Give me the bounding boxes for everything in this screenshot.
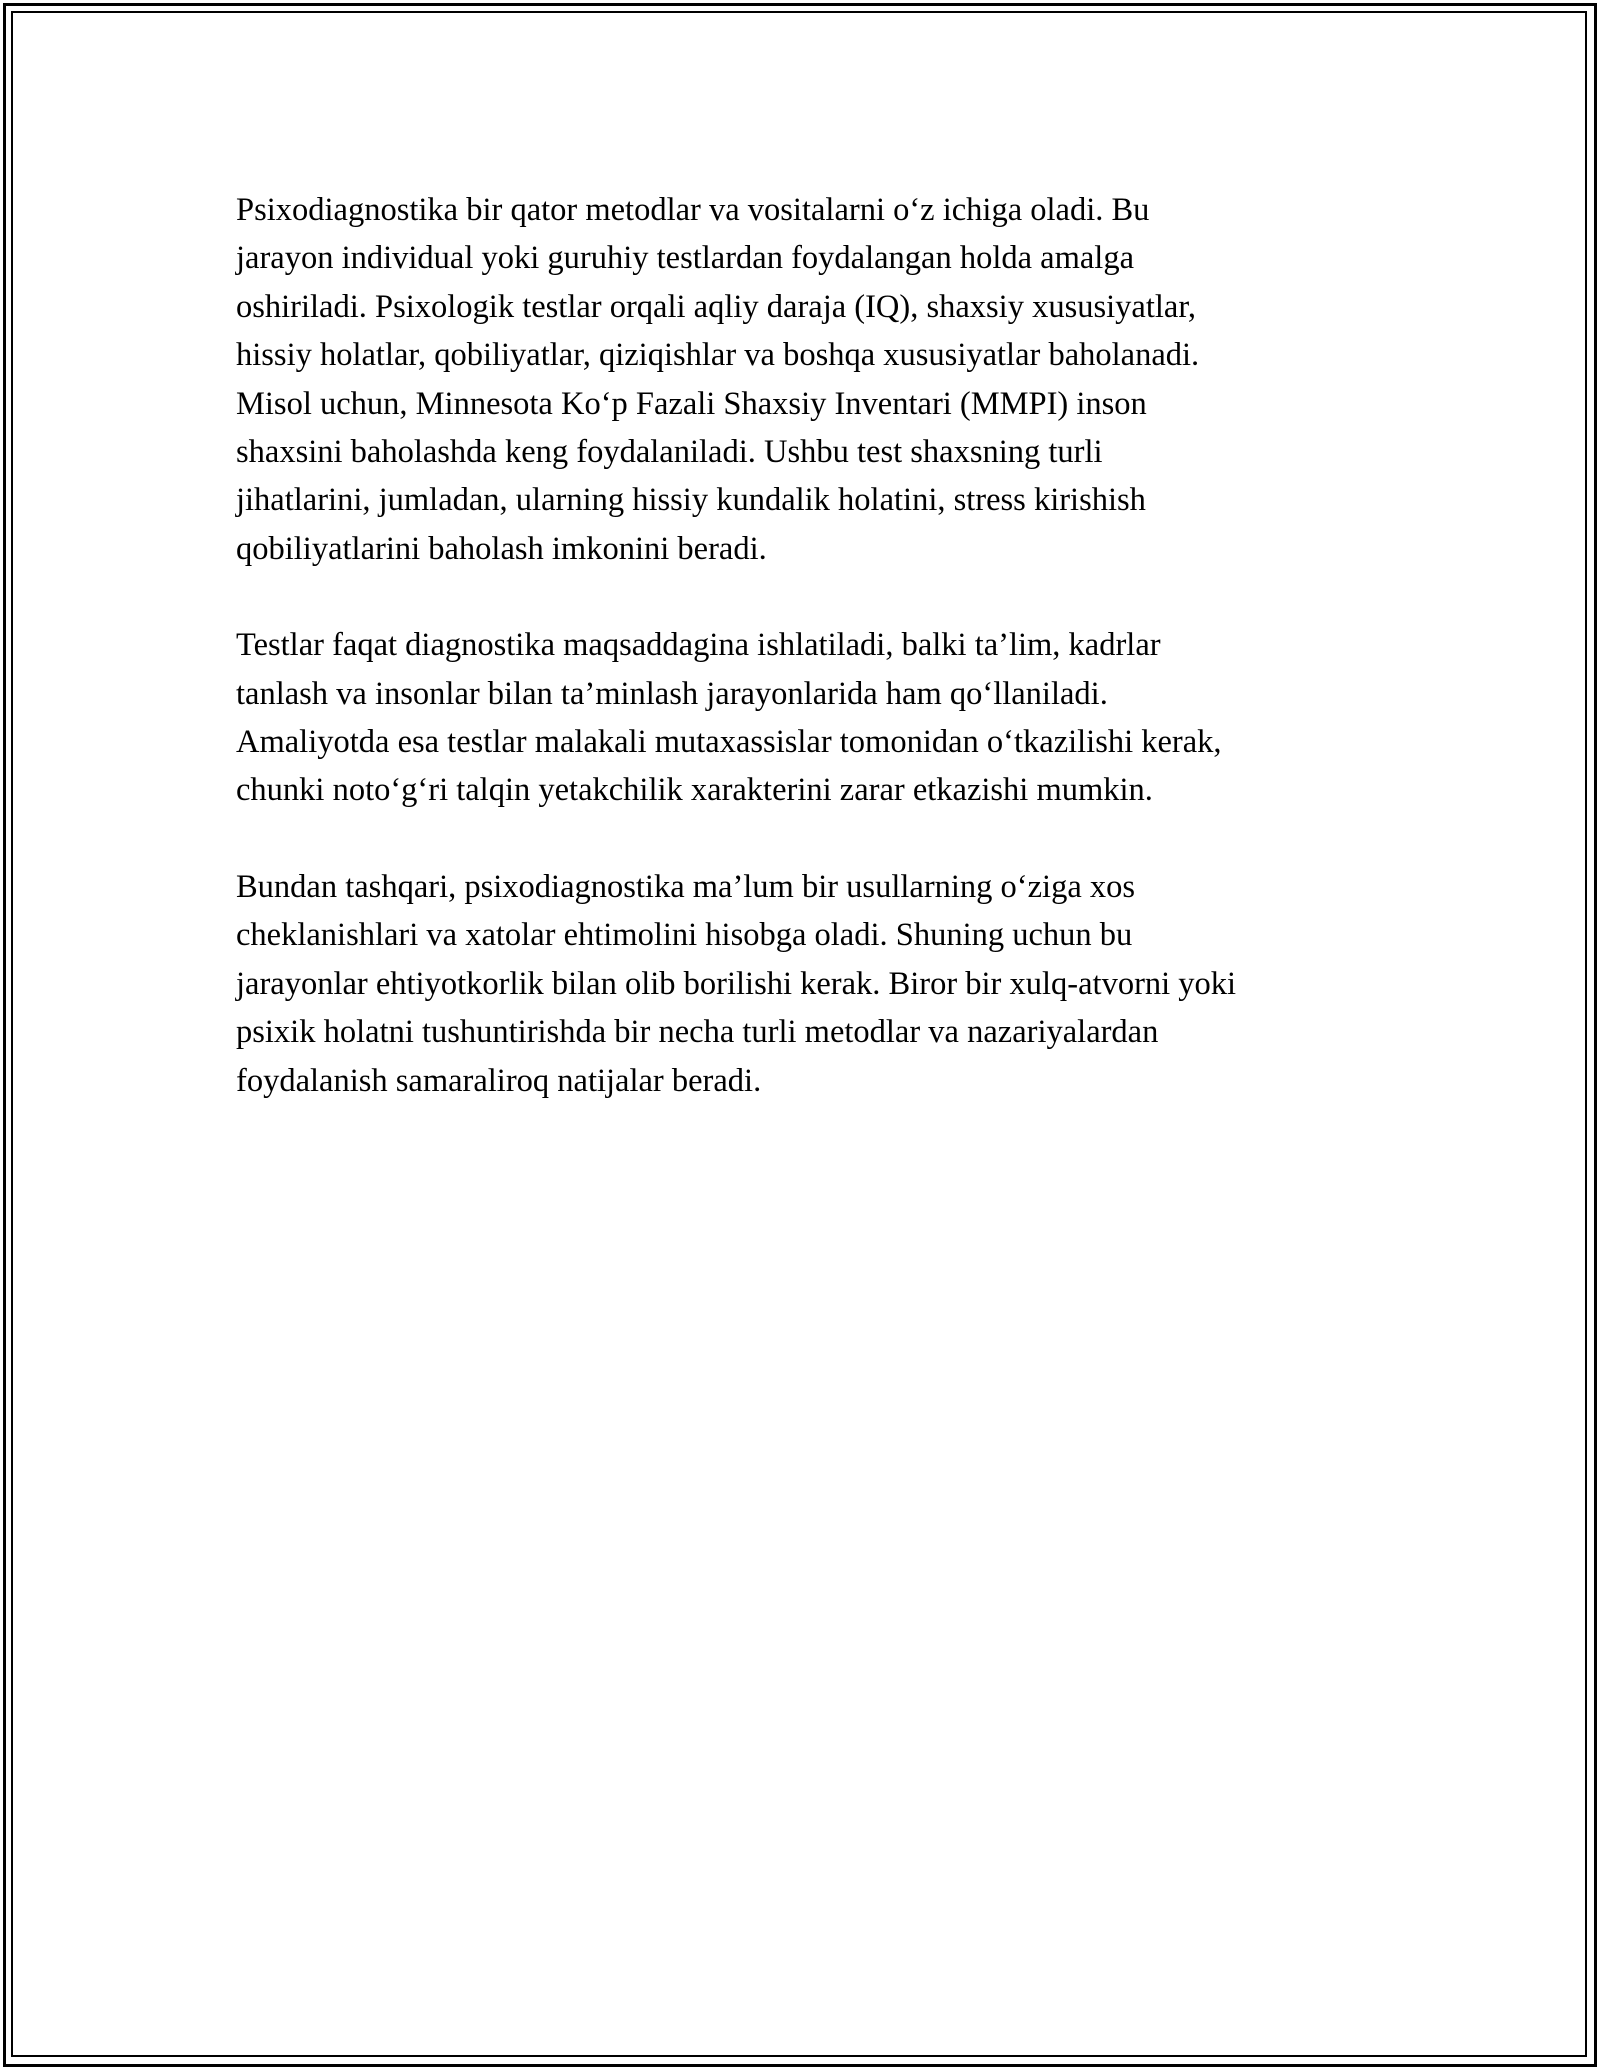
paragraph-1: Psixodiagnostika bir qator metodlar va vositalarni o‘z ichiga oladi. Bu jarayon individual yoki guruhiy testlardan foydalangan holda amalga oshiriladi. Psixologik testlar orqali aqliy daraja (IQ), shaxsiy xususiyatlar, hissiy holatlar, qobiliyatlar, qiziqishlar va boshqa xususiyatlar baholanadi. Misol uchun, Minnesota Ko‘p Fazali Shaxsiy Inventari (MMPI) inson shaxsini baholashda keng foydalaniladi. Ushbu test shaxsning turli jihatlarini, jumladan, ularning hissiy kundalik holatini, stress kirishish qobiliyatlarini baholash imkonini beradi.: [236, 192, 1200, 567]
document-body: [236, 186, 1376, 1105]
paragraph-3: Bundan tashqari, psixodiagnostika ma’lum bir usullarning o‘ziga xos cheklanishlari va xatolar ehtimolini hisobga oladi. Shuning uchun bu jarayonlar ehtiyotkorlik bilan olib borilishi kerak. Biror bir xulq-atvorni yoki psixik holatni tushuntirishda bir necha turli metodlar va nazariyalardan foydalanish samaraliroq natijalar beradi.: [236, 868, 1237, 1099]
paragraph-2: Testlar faqat diagnostika maqsaddagina ishlatiladi, balki ta’lim, kadrlar tanlash va insonlar bilan ta’minlash jarayonlarida ham qo‘llaniladi. Amaliyotda esa testlar malakali mutaxassislar tomonidan o‘tkazilishi kerak, chunki noto‘g‘ri talqin yetakchilik xarakterini zarar etkazishi mumkin.: [236, 627, 1222, 809]
